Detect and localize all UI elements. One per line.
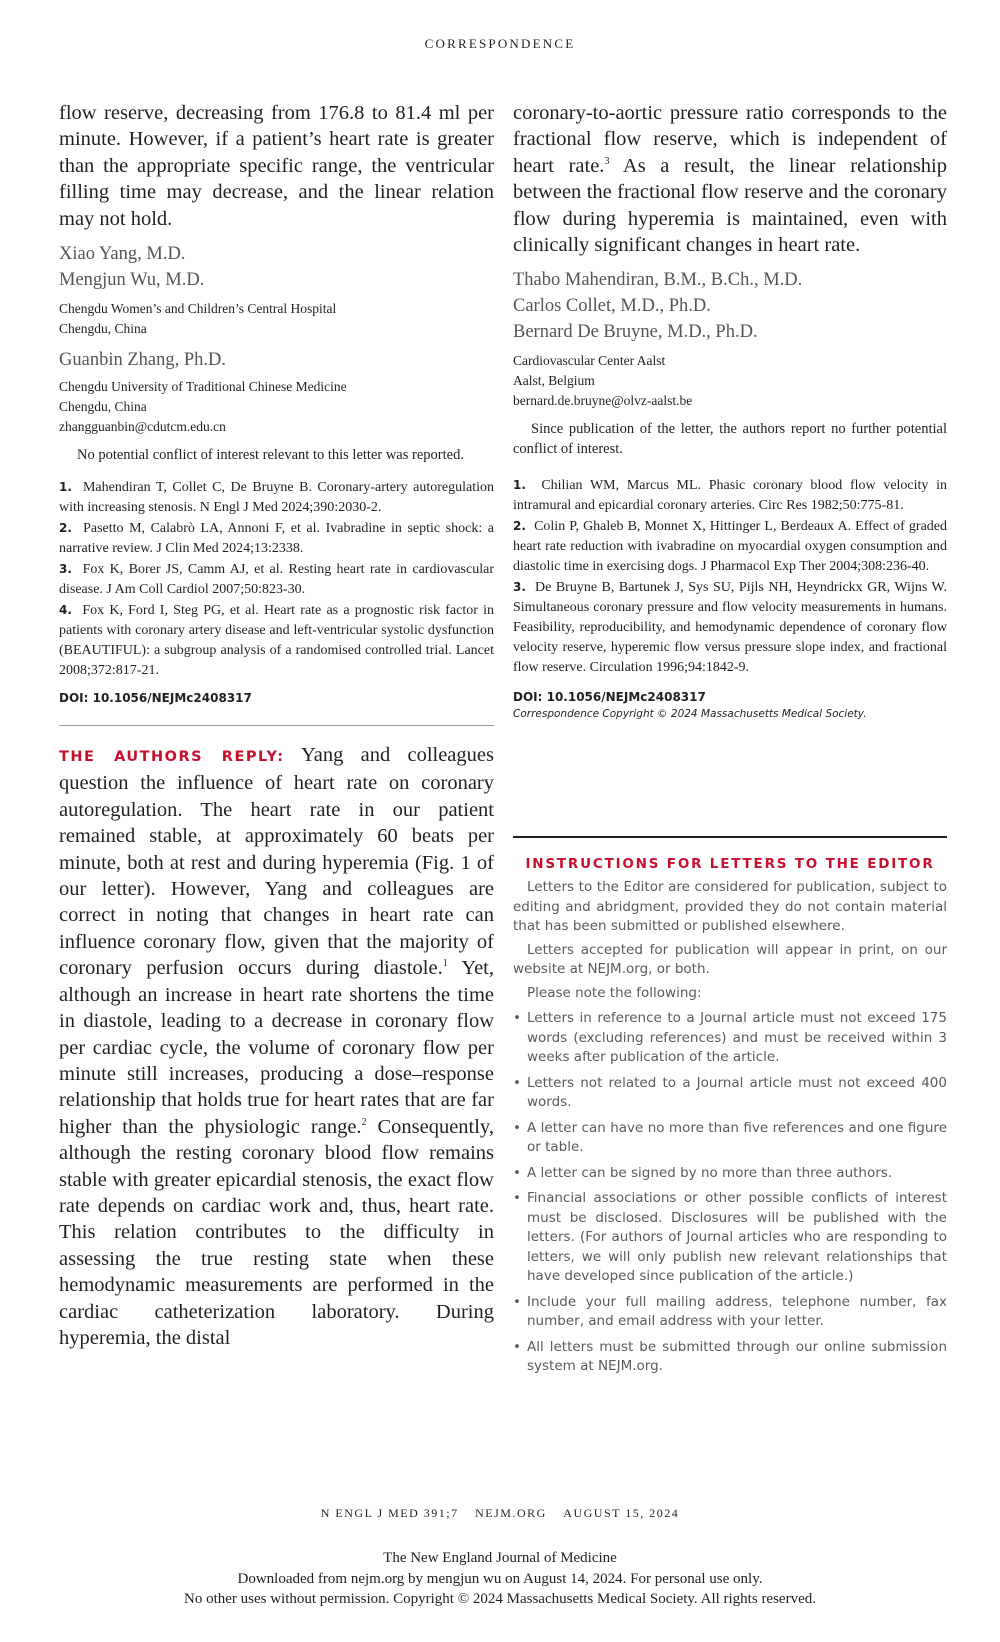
reference-item: 1. Chilian WM, Marcus ML. Phasic coronary blood flow velocity in intramural and epicardial coronary arteries. Circ Res 1982;50:775-81.	[513, 478, 947, 514]
download-notice	[0, 1548, 1000, 1610]
reference-item: 3. Fox K, Borer JS, Camm AJ, et al. Resting heart rate in cardiovascular disease. J Am Coll Cardiol 2007;50:823-30.	[59, 562, 494, 598]
journal-citation	[0, 1506, 1000, 1521]
section-header: CORRESPONDENCE	[424, 36, 576, 51]
download-line: Downloaded from nejm.org by mengjun wu on August 14, 2024. For personal use only.	[237, 1570, 763, 1587]
instructions-paragraph: Please note the following:	[527, 984, 702, 1001]
affiliation-line: Chengdu Women’s and Children’s Central Hospital	[59, 301, 337, 317]
reply-paragraph: coronary-to-aortic pressure ratio corresponds to the fractional flow reserve, which is independent of heart rate.$^3$ As a result, the linear relationship between the fractional flow reserve and the coronary flow during hyperemia is maintained, even with clinically significant changes in heart rate.	[513, 102, 947, 257]
copyright-notice: Correspondence Copyright © 2024 Massachusetts Medical Society.	[513, 708, 867, 721]
reference-item: 2. Colin P, Ghaleb B, Monnet X, Hittinger L, Berdeaux A. Effect of graded heart rate reduction with ivabradine on myocardial oxygen consumption and diastolic time in exercising dogs. J Pharmacol Exp Ther 2004;308:236-40.	[513, 519, 947, 575]
instructions-paragraph: Letters to the Editor are considered for publication, subject to editing and abridgment, provided they do not contain material that has been submitted or published elsewhere.	[513, 879, 947, 934]
reference-list	[513, 475, 947, 678]
author-name: Carlos Collet, M.D., Ph.D.	[513, 296, 711, 317]
issue-date: AUGUST 15, 2024	[563, 1506, 680, 1520]
letter-paragraph: flow reserve, decreasing from 176.8 to 81.4 ml per minute. However, if a patient’s heart rate is greater than the appropriate specific range, the ventricular filling time may decrease, and the linear relation may not hold.	[59, 102, 494, 230]
affiliation-line: Chengdu, China	[59, 321, 147, 337]
instruction-item: • A letter can be signed by no more than three authors.	[513, 1164, 893, 1181]
instruction-item: • Financial associations or other possible conflicts of interest must be disclosed. Disclosures will be published with the letters. (For authors of Journal articles who are responding to letters, we will only publish new relevant relationships that have developed since publication of the article.)	[513, 1190, 947, 1284]
author-name: Mengjun Wu, M.D.	[59, 270, 205, 291]
instruction-item: • A letter can have no more than five references and one figure or table.	[513, 1119, 947, 1155]
instruction-item: • All letters must be submitted through our online submission system at NEJM.org.	[513, 1338, 947, 1374]
journal-name: The New England Journal of Medicine	[383, 1550, 617, 1566]
doi-link[interactable]: DOI: 10.1056/NEJMc2408317	[59, 691, 252, 706]
instruction-item: • Include your full mailing address, telephone number, fax number, and email address with your letter.	[513, 1293, 947, 1329]
right-column	[513, 100, 947, 720]
author-name: Xiao Yang, M.D.	[59, 244, 186, 265]
instructions-list	[513, 1009, 947, 1377]
reference-item: 1. Mahendiran T, Collet C, De Bruyne B. Coronary-artery autoregulation with increasing stenosis. N Engl J Med 2024;390:2030-2.	[59, 480, 494, 516]
site-link[interactable]: NEJM.ORG	[475, 1506, 547, 1520]
reference-item: 4. Fox K, Ford I, Steg PG, et al. Heart rate as a prognostic risk factor in patients with coronary artery disease and left-ventricular systolic dysfunction (BEAUTIFUL): a subgroup analysis of a randomised controlled trial. Lancet 2008;372:817-21.	[59, 603, 494, 679]
author-name: Bernard De Bruyne, M.D., Ph.D.	[513, 322, 758, 343]
reference-list	[59, 477, 494, 681]
instructions-paragraph: Letters accepted for publication will appear in print, on our website at NEJM.org, or both.	[513, 941, 947, 977]
instruction-item: • Letters not related to a Journal article must not exceed 400 words.	[513, 1074, 947, 1110]
reference-item: 2. Pasetto M, Calabrò LA, Annoni F, et al. Ivabradine in septic shock: a narrative review. J Clin Med 2024;13:2338.	[59, 521, 495, 557]
rights-line: No other uses without permission. Copyright © 2024 Massachusetts Medical Society. All rights reserved.	[183, 1591, 816, 1607]
affiliation-line: Chengdu University of Traditional Chinese Medicine	[59, 379, 347, 395]
email-link[interactable]: bernard.de.bruyne@olvz-aalst.be	[513, 393, 693, 409]
doi-link[interactable]: DOI: 10.1056/NEJMc2408317	[513, 690, 706, 705]
conflict-disclosure: Since publication of the letter, the authors report no further potential conflict of interest.	[513, 421, 947, 458]
instructions-box	[513, 836, 947, 1377]
journal-reference: N ENGL J MED 391;7	[320, 1506, 459, 1520]
left-column	[59, 100, 494, 1351]
email-link[interactable]: zhangguanbin@cdutcm.edu.cn	[59, 419, 226, 435]
author-name: Thabo Mahendiran, B.M., B.Ch., M.D.	[513, 270, 803, 291]
affiliation-line: Cardiovascular Center Aalst	[513, 353, 666, 369]
reply-label: THE AUTHORS REPLY:	[59, 749, 285, 766]
reply-paragraph: THE AUTHORS REPLY: Yang and colleagues question the influence of heart rate on coronary autoregulation. The heart rate in our patient remained stable, at approximately 60 beats per minute, both at rest and during hyperemia (Fig. 1 of our letter). However, Yang and colleagues are correct in noting that changes in heart rate can influence coronary flow, given that the majority of coronary perfusion occurs during diastole.$^1$ Yet, although an increase in heart rate shortens the time in diastole, leading to a decrease in coronary flow per cardiac cycle, the volume of coronary flow per minute still increases, producing a dose–response relationship that holds true for heart rates that are far higher than the physiologic range.$^2$ Consequently, although the resting coronary blood flow remains stable with greater epicardial stenosis, the exact flow rate depends on cardiac work and, thus, heart rate. This relation contributes to the difficulty in assessing the true resting state when these hemodynamic measurements are performed in the cardiac catheterization laboratory. During hyperemia, the distal	[59, 744, 494, 1349]
affiliation-line: Chengdu, China	[59, 399, 147, 415]
conflict-disclosure: No potential conflict of interest relevant to this letter was reported.	[77, 447, 464, 464]
reference-item: 3. De Bruyne B, Bartunek J, Sys SU, Pijls NH, Heyndrickx GR, Wijns W. Simultaneous coronary pressure and flow velocity measurements in humans. Feasibility, reproducibility, and hemodynamic dependence of coronary flow velocity reserve, hyperemic flow versus pressure slope index, and fractional flow reserve. Circulation 1996;94:1842-9.	[513, 580, 947, 676]
instruction-item: • Letters in reference to a Journal article must not exceed 175 words (excluding references) and must be received within 3 weeks after publication of the article.	[513, 1010, 947, 1065]
author-name: Guanbin Zhang, Ph.D.	[59, 350, 226, 371]
instructions-title: INSTRUCTIONS FOR LETTERS TO THE EDITOR	[525, 856, 935, 872]
affiliation-line: Aalst, Belgium	[513, 373, 595, 389]
